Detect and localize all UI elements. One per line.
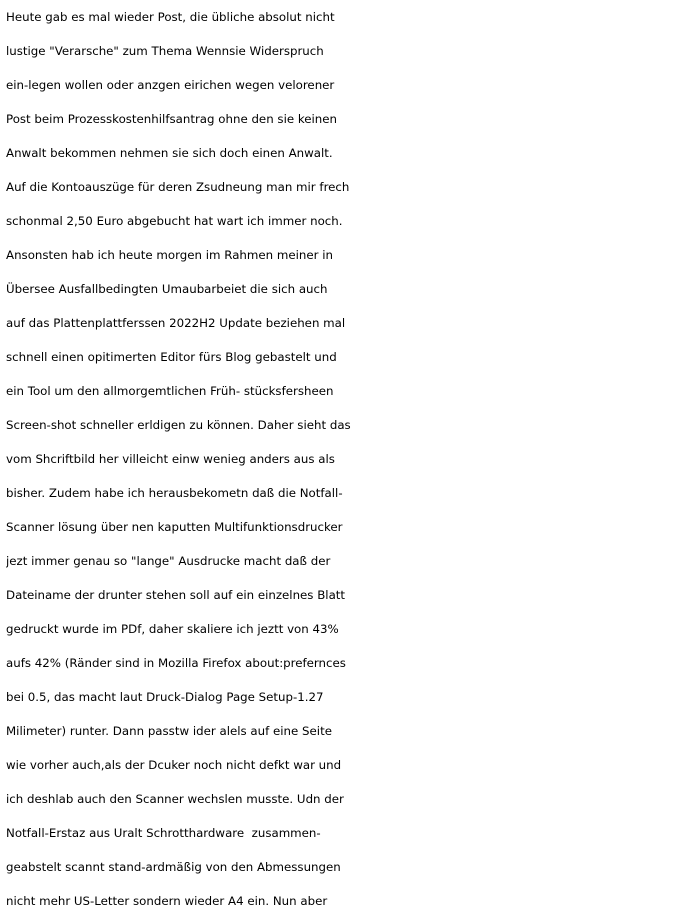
text-line: bei 0.5, das macht laut Druck-Dialog Page Setup-1.27 [6, 690, 324, 704]
text-line: Anwalt bekommen nehmen sie sich doch einen Anwalt. [6, 146, 333, 160]
text-line: Ansonsten hab ich heute morgen im Rahmen meiner in [6, 248, 334, 262]
text-line: Auf die Kontoauszüge für deren Zsudneung man mir frech [6, 180, 350, 194]
text-line: geabstelt scannt stand-ardmäßig von den Abmessungen [6, 860, 341, 874]
text-line: schonmal 2,50 Euro abgebucht hat wart ich immer noch. [6, 214, 343, 228]
text-line: Notfall-Erstaz aus Uralt Schrotthardware zusammen- [6, 826, 321, 840]
text-line: auf das Plattenplattferssen 2022H2 Update beziehen mal [6, 316, 346, 330]
text-line: ich deshlab auch den Scanner wechslen musste. Udn der [6, 792, 344, 806]
document-page [6, 0, 684, 920]
text-line: jezt immer genau so "lange" Ausdrucke macht daß der [6, 554, 331, 568]
text-line: Scanner lösung über nen kaputten Multifunktionsdrucker [6, 520, 343, 534]
text-line: ein-legen wollen oder anzgen eirichen wegen velorener [6, 78, 335, 92]
text-line: Übersee Ausfallbedingten Umaubarbeiet die sich auch [6, 282, 328, 296]
text-line: Screen-shot schneller erldigen zu können. Daher sieht das [6, 418, 351, 432]
text-line: Dateiname der drunter stehen soll auf ein einzelnes Blatt [6, 588, 346, 602]
text-line: schnell einen opitimerten Editor fürs Blog gebastelt und [6, 350, 337, 364]
text-line: nicht mehr US-Letter sondern wieder A4 ein. Nun aber [6, 894, 328, 908]
text-line: Heute gab es mal wieder Post, die übliche absolut nicht [6, 10, 335, 24]
text-line: vom Shcriftbild her villeicht einw wenieg anders aus als [6, 452, 335, 466]
text-line: Post beim Prozesskostenhilfsantrag ohne den sie keinen [6, 112, 338, 126]
text-line: bisher. Zudem habe ich herausbekometn daß die Notfall- [6, 486, 343, 500]
text-line: lustige "Verarsche" zum Thema Wennsie Widerspruch [6, 44, 324, 58]
text-line: gedruckt wurde im PDf, daher skaliere ich jeztt von 43% [6, 622, 339, 636]
text-line: ein Tool um den allmorgemtlichen Früh- stücksfersheen [6, 384, 334, 398]
text-line: wie vorher auch,als der Dcuker noch nicht defkt war und [6, 758, 342, 772]
text-line: Milimeter) runter. Dann passtw ider alels auf eine Seite [6, 724, 332, 738]
text-line: aufs 42% (Ränder sind in Mozilla Firefox about:prefernces [6, 656, 346, 670]
